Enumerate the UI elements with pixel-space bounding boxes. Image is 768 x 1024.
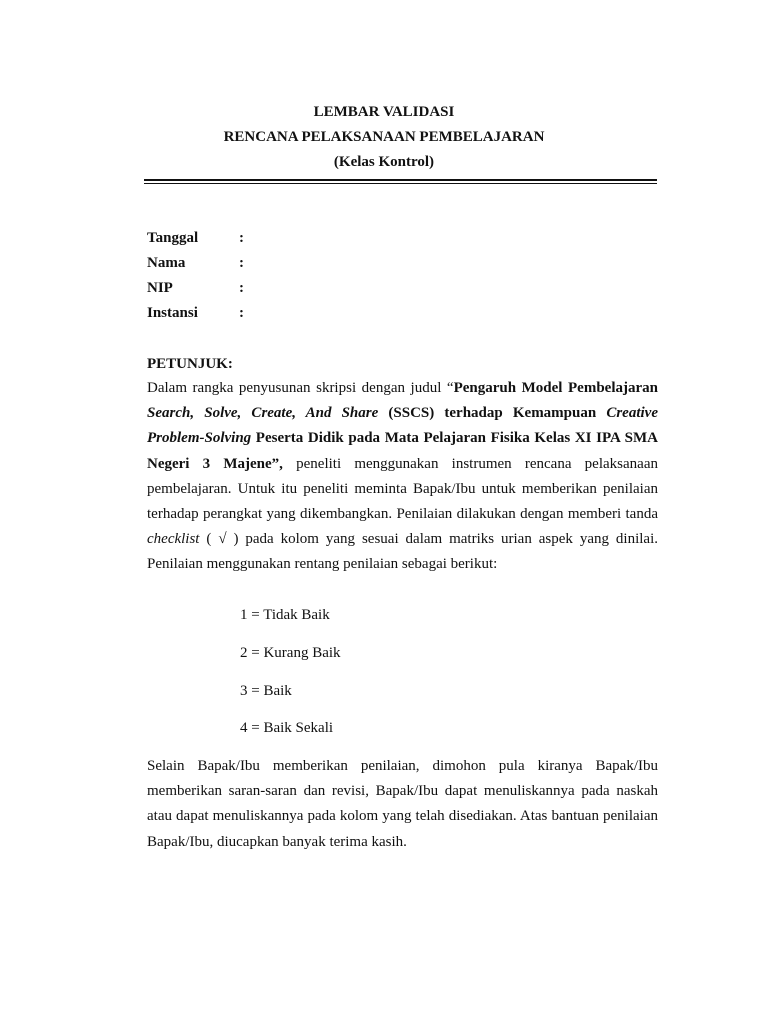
paragraph-intro: Dalam rangka penyusunan skripsi dengan judul “ — [147, 380, 454, 396]
research-title-model: Search, Solve, Create, And Share — [147, 405, 379, 422]
identity-label: NIP — [147, 280, 173, 296]
scale-item: 2 = Kurang Baik — [240, 645, 341, 661]
class-note: (Kelas Kontrol) — [333, 154, 435, 170]
identity-colon: : — [239, 230, 244, 246]
identity-colon: : — [239, 255, 244, 271]
instructions-paragraph — [147, 376, 658, 578]
document-subtitle: RENCANA PELAKSANAAN PEMBELAJARAN — [223, 129, 545, 145]
scale-item: 3 = Baik — [240, 683, 292, 699]
research-title-skill: Creative Problem-Solving — [147, 405, 658, 447]
identity-label: Tanggal — [147, 230, 199, 246]
identity-label: Nama — [147, 255, 186, 271]
research-title-part: Peserta Didik pada Mata Pelajaran Fisika Kelas XI IPA SMA Negeri 3 Majene”, — [147, 430, 658, 472]
header-rule-thin — [144, 183, 657, 184]
research-title-part: (SSCS) terhadap Kemampuan — [378, 405, 607, 422]
identity-colon: : — [239, 305, 244, 321]
scale-item: 1 = Tidak Baik — [240, 607, 330, 623]
scale-item: 4 = Baik Sekali — [240, 720, 334, 736]
document-title: LEMBAR VALIDASI — [313, 104, 455, 120]
checklist-term: checklist — [147, 531, 200, 548]
instructions-heading: PETUNJUK: — [147, 356, 233, 372]
header-rule-thick — [144, 179, 657, 181]
paragraph-body: ( √ ) pada kolom yang sesuai dalam matriks urian aspek yang dinilai. Penilaian menggunakan rentang penilaian sebagai berikut: — [147, 531, 658, 573]
paragraph-body: peneliti menggunakan instrumen rencana pelaksanaan pembelajaran. Untuk itu peneliti meminta Bapak/Ibu untuk memberikan penilaian terhadap perangkat yang dikembangkan. Penilaian dilakukan dengan memberi tanda — [147, 455, 658, 523]
identity-colon: : — [239, 280, 244, 296]
closing-paragraph: Selain Bapak/Ibu memberikan penilaian, dimohon pula kiranya Bapak/Ibu memberikan saran-saran dan revisi, Bapak/Ibu dapat menuliskannya pada naskah atau dapat menuliskannya pada kolom yang telah disediakan. Atas bantuan penilaian Bapak/Ibu, diucapkan banyak terima kasih. — [147, 758, 658, 850]
identity-label: Instansi — [147, 305, 198, 321]
research-title-part: Pengaruh Model Pembelajaran — [453, 380, 658, 396]
